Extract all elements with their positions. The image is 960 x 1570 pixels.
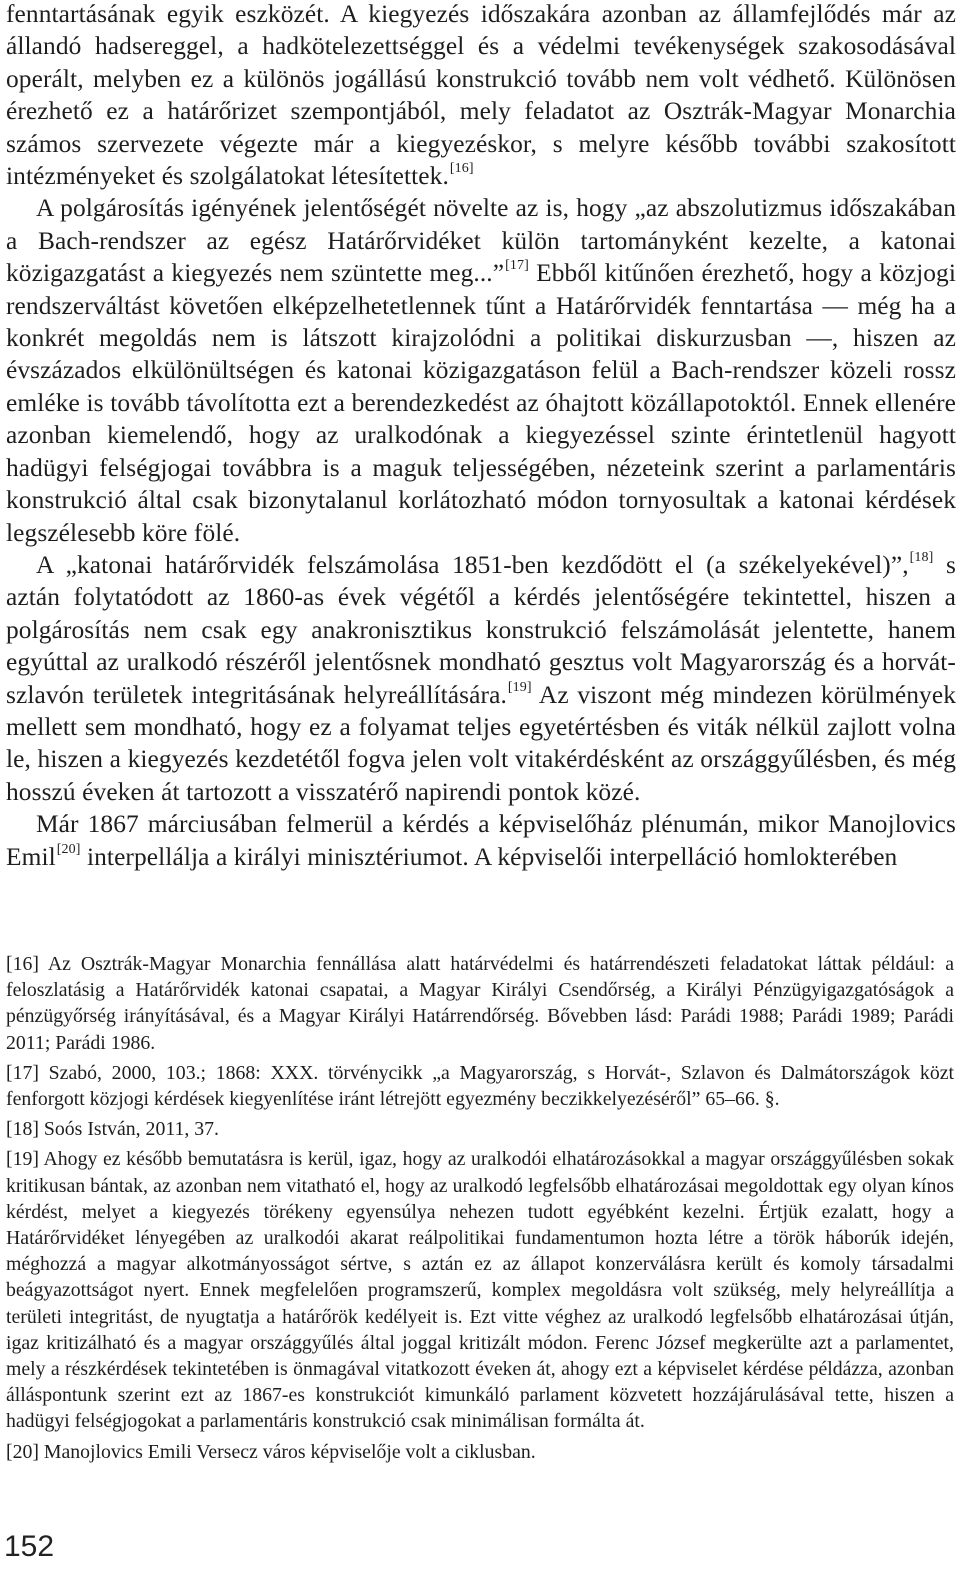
main-text bbox=[6, 0, 956, 873]
page-number: 152 bbox=[4, 1530, 55, 1563]
footnotes bbox=[6, 951, 954, 1469]
paragraph-text: interpellálja a királyi minisztériumot. A képviselői interpelláció homlokterében bbox=[80, 842, 898, 871]
paragraph-text: Ebből kitűnően érezhető, hogy a közjogi rendszerváltást követően elképzelhetetlennek tűnt a Határőrvidék fenntartása — még ha a konkrét megoldás nem is látszott kirajzolódni a politikai diskurzusban —, hiszen az évszázados elkülönültségen és katonai közigazgatáson felül a Bach-rendszer közeli rossz emléke is tovább távolította ezt a berendezkedést az óhajtott közállapotoktól. Ennek ellenére azonban kiemelendő, hogy az uralkodónak a kiegyezéssel szinte érintetlenül hagyott hadügyi felségjogai továbbra is a maguk teljességében, nézeteink szerint a parlamentáris konstrukció által csak bizonytalanul korlátozható módon tornyosultak a katonai kérdések legszélesebb köre fölé. bbox=[6, 259, 956, 547]
footnote-ref-20[interactable]: [20] bbox=[56, 841, 81, 857]
footnote-18: [18] Soós István, 2011, 37. bbox=[6, 1118, 220, 1141]
paragraph bbox=[6, 0, 956, 192]
footnote-19: [19] Ahogy ez később bemutatásra is kerül, igaz, hogy az uralkodói elhatározásokkal a magyar országgyűlésben sokak kritikusan bántak, az azonban nem vitatható el, hogy az uralkodó legfelsőbb elhatározásai megoldottak egy olyan kínos kérdést, melyet a kiegyezés törékeny egyensúlya nehezen tudott egyébként kezelni. Értjük ezalatt, hogy a Határőrvidéket lényegében az uralkodói akarat reálpolitikai fundamentumon hozta létre a török háborúk idején, méghozzá a magyar alkotmányosságot sértve, s aztán ez az állapot konzerválásra került és komoly társadalmi beágyazottságot nyert. Ennek megfelelően programszerű, komplex megoldásra volt szükség, mely helyreállítja a területi integritást, de nyugtatja a határőrök kedélyeit is. Ezt vitte véghez az uralkodó legfelsőbb elhatározásai útján, igaz kritizálható és a magyar országgyűlés által joggal kritizált módon. Ferenc József megkerülte azt a parlamentet, mely a részkérdések tekintetében is önmagával vitatkozott éveken át, ahogy ezt a képviselet kérdése példázza, azonban álláspontunk szerint ezt az 1867-es konstrukciót kimunkáló parlament közvetett hozzájárulásával tette, hiszen a hadügyi felségjogokat a parlamentáris konstrukció csak minimálisan formálta át. bbox=[6, 1148, 954, 1433]
paragraph-text: A „katonai határőrvidék felszámolása 1851-ben kezdődött el (a székelyekével)”, bbox=[36, 550, 909, 579]
footnote-ref-16[interactable]: [16] bbox=[449, 161, 474, 177]
paragraph-text: Már 1867 márciusában felmerül a kérdés a képviselőház plénumán, mikor Manojlovics Emil bbox=[6, 810, 956, 871]
footnote-ref-17[interactable]: [17] bbox=[505, 258, 529, 274]
paragraph bbox=[6, 192, 956, 548]
footnote-17: [17] Szabó, 2000, 103.; 1868: XXX. törvénycikk „a Magyarország, s Horvát-, Szlavon és Dalmátországok közt fenforgott közjogi kérdések kiegyenlítése iránt létrejött egyezmény beczikkelyezéséről” 65–66. §. bbox=[6, 1061, 954, 1111]
paragraph-text: A polgárosítás igényének jelentőségét növelte az is, hogy „az abszolutizmus időszakában a Bach-rendszer az egész Határőrvidéket külön tartományként kezelte, a katonai közigazgatást a kiegyezés nem szüntette meg...” bbox=[6, 194, 956, 288]
paragraph-text: s aztán folytatódott az 1860-as évek végétől a kérdés jelentőségére tekintettel, hiszen a polgárosítás nem csak egy anakronisztikus konstrukció felszámolását jelentette, hanem egyúttal az uralkodó részéről jelentősnek mondható gesztus volt Magyarország és a horvát-szlavón területek integritásának helyreállítására. bbox=[6, 550, 956, 709]
footnote-ref-19[interactable]: [19] bbox=[507, 679, 532, 695]
footnote-20: [20] Manojlovics Emili Versecz város képviselője volt a ciklusban. bbox=[6, 1440, 536, 1463]
paragraph-text: fenntartásának egyik eszközét. A kiegyezés időszakára azonban az államfejlődés már az állandó hadsereggel, a hadkötelezettséggel és a védelmi tevékenységek szakosodásával operált, melyben ez a különös jogállású konstrukció tovább nem volt védhető. Különösen érezhető ez a határőrizet szempontjából, mely feladatot az Osztrák-Magyar Monarchia számos szervezete végezte már a kiegyezéskor, s melyre később további szakosított intézményeket és szolgálatokat létesítettek. bbox=[6, 0, 956, 191]
footnote-ref-18[interactable]: [18] bbox=[909, 549, 934, 565]
footnote-16: [16] Az Osztrák-Magyar Monarchia fennállása alatt határvédelmi és határrendészeti feladatokat láttak például: a feloszlatásig a Határőrvidék katonai csapatai, a Magyar Királyi Csendőrség, a Királyi Pénzügyigazgatóságok a pénzügyőrség irányításával, és a Magyar Királyi Határrendőrség. Bővebben lásd: Parádi 1988; Parádi 1989; Parádi 2011; Parádi 1986. bbox=[6, 953, 954, 1054]
paragraph bbox=[6, 808, 956, 873]
paragraph bbox=[6, 549, 956, 808]
paragraph-text: Az viszont még mindezen körülmények mellett sem mondható, hogy ez a folyamat teljes egyetértésben és viták nélkül zajlott volna le, hiszen a kiegyezés kezdetétől fogva jelen volt vitakérdésként az országgyűlésben, és még hosszú éveken át tartozott a visszatérő napirendi pontok közé. bbox=[6, 680, 956, 806]
